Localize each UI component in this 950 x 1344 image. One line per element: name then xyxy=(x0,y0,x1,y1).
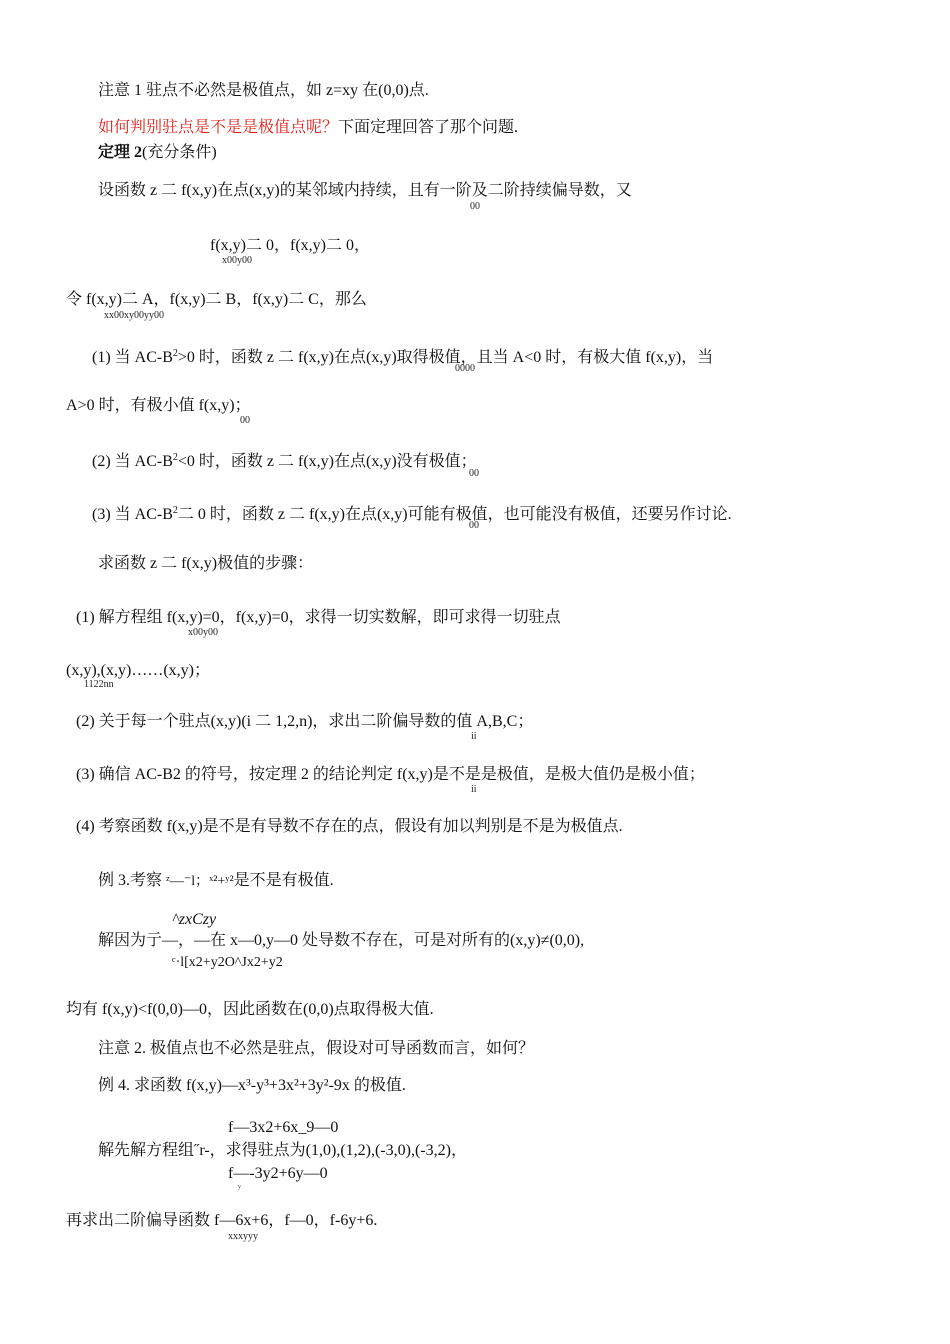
solution-4-equation-1: f—3x2+6x_9—0 xyxy=(228,1119,339,1136)
example-3-formula-b: ˣ²+ʸ² xyxy=(209,874,234,889)
case-2-subscript: 00 xyxy=(469,468,479,479)
case-3-subscript: 00 xyxy=(469,520,479,531)
question-highlight: 如何判别驻点是不是是极值点呢？ xyxy=(98,119,339,136)
solution-4-equation-2: f—-3y2+6y—0 xyxy=(228,1165,328,1182)
solution-4-main: 解先解方程组˝r-，求得驻点为(1,0),(1,2),(-3,0),(-3,2)， xyxy=(98,1142,467,1159)
note-2 xyxy=(98,1039,534,1059)
second-derivatives-subscript: xxxyyy xyxy=(228,1231,258,1242)
step-1: (1) 解方程组 f(x,y)=0，f(x,y)=0，求得一切实数解，即可求得一切驻点 xyxy=(76,609,561,626)
case-1-subscript: 0000 xyxy=(455,363,475,374)
note-1: 注意 1 驻点不必然是极值点，如 z=xy 在(0,0)点. xyxy=(98,82,429,99)
theorem-2-heading xyxy=(98,143,217,163)
example-4 xyxy=(98,1076,406,1096)
example-3-text-b: 是不是有极值. xyxy=(233,872,334,889)
step-1-subscript: x00y00 xyxy=(188,627,218,638)
question-rest: 下面定理回答了那个问题. xyxy=(338,119,519,136)
stationary-condition: f(x,y)二 0，f(x,y)二 0， xyxy=(210,237,370,254)
step-3: (3) 确信 AC-B2 的符号，按定理 2 的结论判定 f(x,y)是不是是极值，是极大值仍是极小值； xyxy=(76,766,705,783)
case-1-continued: A>0 时，有极小值 f(x,y)； xyxy=(66,397,251,414)
definition-line-subscript: xx00xy00yy00 xyxy=(104,310,164,321)
case-2-start: (2) 当 AC-B xyxy=(92,453,173,470)
theorem-2-label: 定理 2 xyxy=(98,144,143,161)
step-3-subscript: ii xyxy=(471,784,477,795)
step-2-subscript: ii xyxy=(471,731,477,742)
example-3 xyxy=(98,871,334,892)
note-2-label: 注意 2. xyxy=(98,1040,147,1057)
theorem-2-suffix: (充分条件) xyxy=(142,144,217,161)
solution-4-equation-2-subscript: ʸ xyxy=(238,1183,241,1194)
step-1-continued-subscript: 1122nn xyxy=(84,679,114,690)
case-2-end: <0 时，函数 z 二 f(x,y)在点(x,y)没有极值； xyxy=(177,453,477,470)
case-1-start: (1) 当 AC-B xyxy=(92,349,173,366)
second-derivatives: 再求出二阶偏导函数 f—6x+6，f—0，f-6y+6. xyxy=(66,1212,378,1229)
definition-line: 令 f(x,y)二 A，f(x,y)二 B，f(x,y)二 C，那么 xyxy=(66,291,367,308)
solution-3-denominator: ᶜ·l[x2+y2O^Jx2+y2 xyxy=(172,955,283,970)
solution-3-numerator: ^zxCzy xyxy=(172,911,217,928)
step-4: (4) 考察函数 f(x,y)是不是有导数不存在的点，假设有加以判别是不是为极值点. xyxy=(76,818,623,835)
step-1-continued: (x,y),(x,y)……(x,y)； xyxy=(66,662,210,679)
example-4-label: 例 4. xyxy=(98,1077,131,1094)
case-1-continued-subscript: 00 xyxy=(240,415,250,426)
case-1: (1) 当 $AC-B^2>0$ 时，函数 z 二 f(x,y)在点(x,y)取得极值，且当 A<0 时，有极大值 f(x,y)，当 xyxy=(92,348,714,366)
case-1-end: >0 时，函数 z 二 f(x,y)在点(x,y)取得极值，且当 A<0 时，有极大值 f(x,y)，当 xyxy=(177,349,714,366)
case-3-start: (3) 当 AC-B xyxy=(92,506,173,523)
question-line xyxy=(98,118,518,138)
example-3-formula-a: ᶻ—⁻l； xyxy=(166,874,210,889)
stationary-condition-subscript: x00y00 xyxy=(222,255,252,266)
steps-title: 求函数 z 二 f(x,y)极值的步骤： xyxy=(98,555,314,572)
example-3-text-a: 考察 xyxy=(130,872,167,889)
example-3-label: 例 3. xyxy=(98,872,131,889)
solution-3-main: 解因为亍—，—在 x—0,y—0 处导数不存在，可是对所有的(x,y)≠(0,0), xyxy=(98,932,585,949)
note-2-text: 极值点也不必然是驻点，假设对可导函数而言，如何？ xyxy=(150,1040,535,1057)
case-3: (3) 当 $AC-B^2$二 0 时，函数 z 二 f(x,y)在点(x,y)可能有极值，也可能没有极值，还要另作讨论. xyxy=(92,505,732,523)
theorem-premise-subscript: 00 xyxy=(470,201,480,212)
step-2: (2) 关于每一个驻点(x,y)(i 二 1,2,n)，求出二阶偏导数的值 A,B,C； xyxy=(76,713,534,730)
theorem-premise: 设函数 z 二 f(x,y)在点(x,y)的某邻域内持续，且有一阶及二阶持续偏导数，又 xyxy=(98,182,632,199)
case-3-end: 二 0 时，函数 z 二 f(x,y)在点(x,y)可能有极值，也可能没有极值，还要另作讨论. xyxy=(177,506,732,523)
case-2: (2) 当 $AC-B^2<0$ 时，函数 z 二 f(x,y)在点(x,y)没有极值； xyxy=(92,452,477,470)
solution-3-conclusion: 均有 f(x,y)<f(0,0)—0，因此函数在(0,0)点取得极大值. xyxy=(66,1001,434,1018)
example-4-text: 求函数 f(x,y)—x³-y³+3x²+3y²-9x 的极值. xyxy=(134,1077,406,1094)
